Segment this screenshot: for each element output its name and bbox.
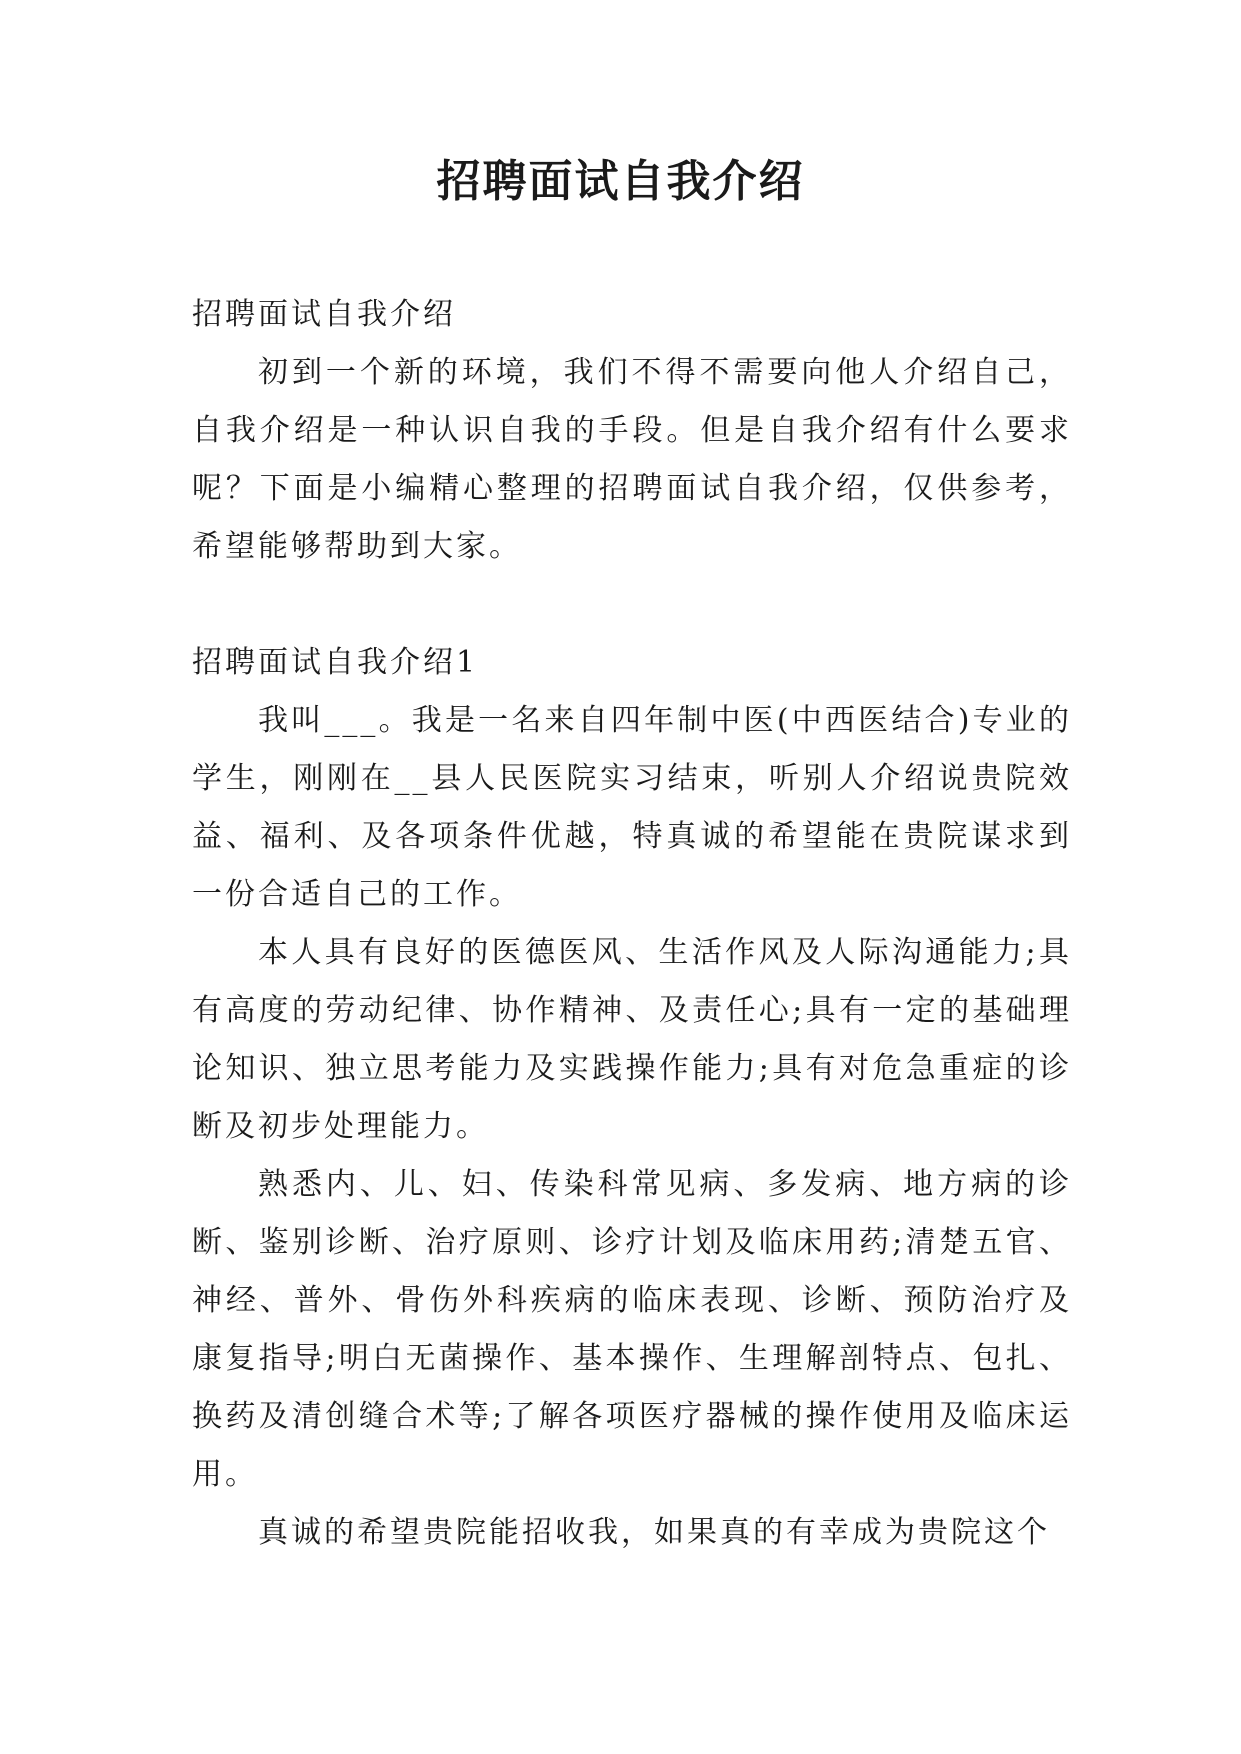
body-paragraph: 熟悉内、儿、妇、传染科常见病、多发病、地方病的诊断、鉴别诊断、治疗原则、诊疗计划及临床用药;清楚五官、神经、普外、骨伤外科疾病的临床表现、诊断、预防治疗及康复指导;明白无菌操作、基本操作、生理解剖特点、包扎、换药及清创缝合术等;了解各项医疗器械的操作使用及临床运用。 xyxy=(192,1167,1072,1492)
body-paragraph: 我叫___。我是一名来自四年制中医(中西医结合)专业的学生，刚刚在__县人民医院实习结束，听别人介绍说贵院效益、福利、及各项条件优越，特真诚的希望能在贵院谋求到一份合适自己的工作。 xyxy=(192,703,1072,912)
section-heading-intro: 招聘面试自我介绍 xyxy=(192,297,456,332)
document-title: 招聘面试自我介绍 xyxy=(436,156,805,207)
section-heading-1: 招聘面试自我介绍1 xyxy=(192,645,479,680)
body-paragraph: 真诚的希望贵院能招收我，如果真的有幸成为贵院这个 xyxy=(258,1515,1050,1550)
intro-paragraph: 初到一个新的环境，我们不得不需要向他人介绍自己，自我介绍是一种认识自我的手段。但是自我介绍有什么要求呢？下面是小编精心整理的招聘面试自我介绍，仅供参考，希望能够帮助到大家。 xyxy=(192,355,1072,564)
body-paragraph: 本人具有良好的医德医风、生活作风及人际沟通能力;具有高度的劳动纪律、协作精神、及责任心;具有一定的基础理论知识、独立思考能力及实践操作能力;具有对危急重症的诊断及初步处理能力。 xyxy=(192,935,1072,1144)
document-body xyxy=(192,286,1072,1562)
